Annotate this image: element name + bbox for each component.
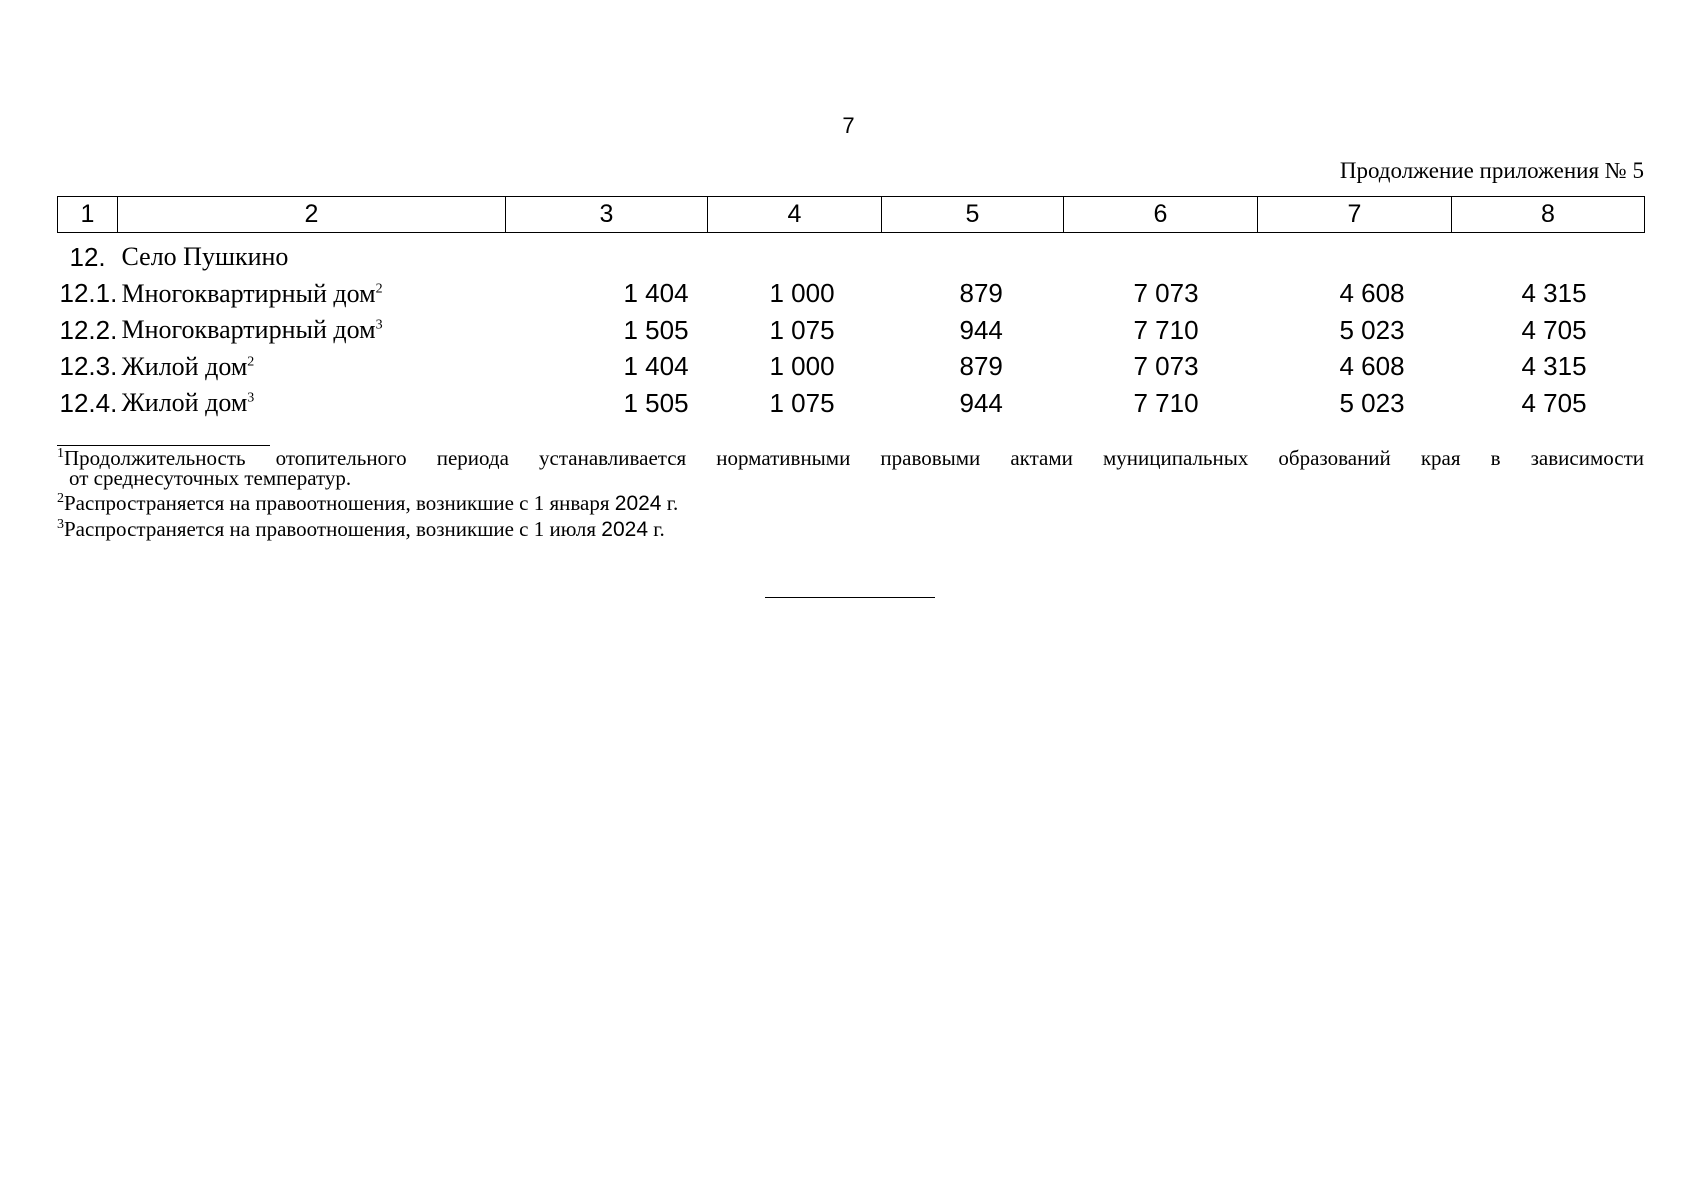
value-cell: 879 xyxy=(959,278,1003,309)
footnote-ref: 2 xyxy=(375,281,383,297)
value-cell: 7 073 xyxy=(1133,351,1199,382)
column-header: 4 xyxy=(708,197,882,233)
footnote-ref: 3 xyxy=(247,390,255,406)
value-cell: 944 xyxy=(959,387,1003,418)
row-name xyxy=(118,276,506,313)
value-cell: 1 000 xyxy=(769,351,835,382)
table-row xyxy=(58,385,1645,422)
value-cell: 5 023 xyxy=(1339,387,1405,418)
column-header: 2 xyxy=(118,197,506,233)
column-number-header-row xyxy=(58,197,1645,233)
row-name-text: Многоквартирный дом xyxy=(121,315,376,345)
value-cell: 1 404 xyxy=(623,278,689,309)
row-name xyxy=(118,312,506,349)
row-name-text: Жилой дом xyxy=(121,388,248,418)
column-header: 3 xyxy=(506,197,708,233)
column-header: 8 xyxy=(1452,197,1645,233)
value-cell: 1 075 xyxy=(769,387,835,418)
footnote-3-suffix: г. xyxy=(648,517,665,541)
value-cell: 4 315 xyxy=(1521,278,1587,309)
row-number: 12.3. xyxy=(59,351,118,382)
footnote-1-text-2: от среднесуточных температур. xyxy=(69,466,352,490)
row-name-text: Многоквартирный дом xyxy=(121,278,376,308)
column-header: 5 xyxy=(882,197,1064,233)
footnote-1-line1 xyxy=(57,448,1644,468)
tariff-table xyxy=(57,196,1645,422)
value-cell: 4 608 xyxy=(1339,351,1405,382)
value-cell: 1 505 xyxy=(623,387,689,418)
value-cell: 4 608 xyxy=(1339,278,1405,309)
footnote-2-text: Распространяется на правоотношения, возникшие с 1 января xyxy=(64,491,615,515)
row-name xyxy=(118,385,506,422)
value-cell: 1 404 xyxy=(623,351,689,382)
table-row xyxy=(58,312,1645,349)
footnote-1 xyxy=(57,448,1644,488)
value-cell: 4 705 xyxy=(1521,387,1587,418)
footnote-mark: 1 xyxy=(57,446,64,461)
row-number: 12.1. xyxy=(59,278,118,309)
value-cell: 7 710 xyxy=(1133,314,1199,345)
column-header: 1 xyxy=(58,197,118,233)
table-row xyxy=(58,349,1645,386)
value-cell: 944 xyxy=(959,314,1003,345)
value-cell: 7 710 xyxy=(1133,387,1199,418)
table-row xyxy=(58,276,1645,313)
footnote-ref: 3 xyxy=(375,317,383,333)
appendix-continuation-note: Продолжение приложения № 5 xyxy=(1339,158,1644,183)
row-name-text: Жилой дом xyxy=(121,351,248,381)
footnote-3 xyxy=(57,519,1644,540)
footnote-2 xyxy=(57,493,1644,514)
footnote-mark: 3 xyxy=(57,517,64,532)
footnotes xyxy=(57,448,1644,545)
footnote-mark: 2 xyxy=(57,491,64,506)
value-cell: 5 023 xyxy=(1339,314,1405,345)
value-cell: 4 705 xyxy=(1521,314,1587,345)
column-header: 7 xyxy=(1258,197,1452,233)
row-number: 12.2. xyxy=(59,314,118,345)
section-number: 12. xyxy=(69,241,106,272)
section-name: Село Пушкино xyxy=(121,242,289,272)
footnote-3-text: Распространяется на правоотношения, возникшие с 1 июля xyxy=(64,517,602,541)
row-number: 12.4. xyxy=(59,387,118,418)
footnote-2-suffix: г. xyxy=(661,491,679,515)
end-of-document-rule xyxy=(765,597,935,598)
footnote-1-text-1: Продолжительность отопительного периода устанавливается нормативными правовыми актами муниципальных образований края в зависимости xyxy=(64,446,1644,470)
footnote-ref: 2 xyxy=(247,354,255,370)
value-cell: 1 075 xyxy=(769,314,835,345)
value-cell: 879 xyxy=(959,351,1003,382)
section-row xyxy=(58,233,1645,276)
value-cell: 1 000 xyxy=(769,278,835,309)
row-name xyxy=(118,349,506,386)
footnote-3-year: 2024 xyxy=(601,518,649,541)
column-header: 6 xyxy=(1064,197,1258,233)
value-cell: 1 505 xyxy=(623,314,689,345)
value-cell: 4 315 xyxy=(1521,351,1587,382)
value-cell: 7 073 xyxy=(1133,278,1199,309)
page-number: 7 xyxy=(842,113,855,138)
footnote-2-year: 2024 xyxy=(614,492,662,515)
